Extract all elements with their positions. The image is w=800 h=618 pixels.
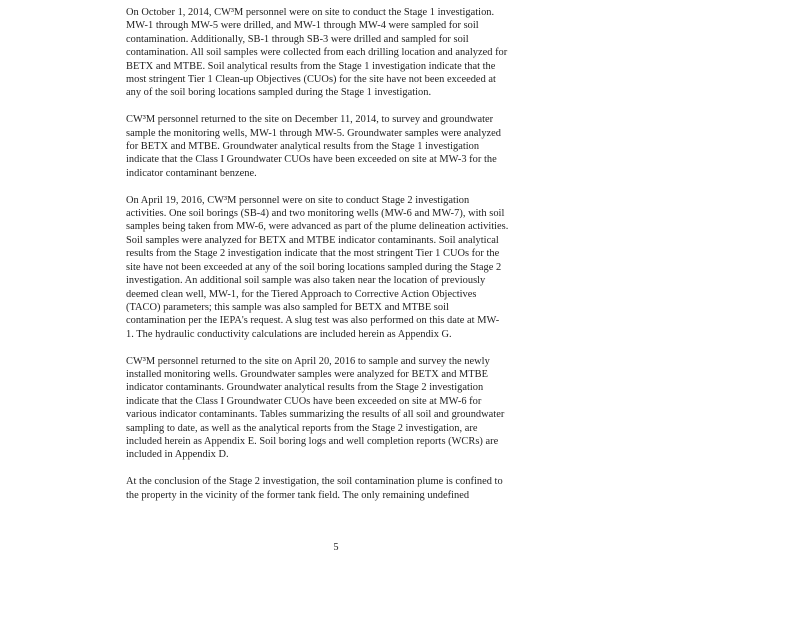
text-line: 1. The hydraulic conductivity calculations are included herein as Appendix G. <box>126 328 452 340</box>
text-line: On April 19, 2016, CW³M personnel were on site to conduct Stage 2 investigation <box>126 194 470 206</box>
text-line: On October 1, 2014, CW³M personnel were on site to conduct the Stage 1 investigation. <box>126 7 495 18</box>
text-line: contamination. Additionally, SB-1 through SB-3 were drilled and sampled for soil <box>126 33 469 45</box>
text-line: At the conclusion of the Stage 2 investigation, the soil contamination plume is confined to <box>126 476 503 488</box>
text-line: site have not been exceeded at any of the soil boring locations sampled during the Stage 2 <box>126 261 502 273</box>
text-line: included in Appendix D. <box>126 449 229 461</box>
text-line: CW³M personnel returned to the site on April 20, 2016 to sample and survey the newly <box>126 355 490 367</box>
paragraph-stage2-groundwater <box>126 355 546 462</box>
text-line: contamination per the IEPA's request. A slug test was also performed on this date at MW- <box>126 315 500 327</box>
text-line: any of the soil boring locations sampled during the Stage 1 investigation. <box>126 87 432 99</box>
text-line: activities. One soil borings (SB-4) and two monitoring wells (MW-6 and MW-7), with soil <box>126 208 505 220</box>
text-line: sampling to date, as well as the analytical reports from the Stage 2 investigation, are <box>126 422 478 434</box>
paragraph-conclusion <box>126 475 546 502</box>
paragraph-stage2-soil <box>126 194 546 341</box>
text-line: installed monitoring wells. Groundwater samples were analyzed for BETX and MTBE <box>126 368 488 380</box>
paragraph-stage1-soil <box>126 6 546 100</box>
text-line: samples being taken from MW-6, were advanced as part of the plume delineation activities. <box>126 221 509 233</box>
text-line: for BETX and MTBE. Groundwater analytical results from the Stage 1 investigation <box>126 141 480 153</box>
text-line: investigation. An additional soil sample was also taken near the location of previously <box>126 275 486 287</box>
text-line: indicator contaminant benzene. <box>126 167 257 179</box>
text-line: indicator contaminants. Groundwater analytical results from the Stage 2 investigation <box>126 382 484 394</box>
text-line: contamination. All soil samples were collected from each drilling location and analyzed for <box>126 47 508 59</box>
text-line: the property in the vicinity of the former tank field. The only remaining undefined <box>126 489 470 501</box>
text-line: deemed clean well, MW-1, for the Tiered Approach to Corrective Action Objectives <box>126 288 477 300</box>
text-line: MW-1 through MW-5 were drilled, and MW-1 through MW-4 were sampled for soil <box>126 20 479 32</box>
text-line: various indicator contaminants. Tables summarizing the results of all soil and groundwater <box>126 409 505 421</box>
text-line: sample the monitoring wells, MW-1 through MW-5. Groundwater samples were analyzed <box>126 127 502 139</box>
text-line: BETX and MTBE. Soil analytical results from the Stage 1 investigation indicate that the <box>126 60 496 72</box>
text-line: (TACO) parameters; this sample was also sampled for BETX and MTBE soil <box>126 301 449 313</box>
text-line: most stringent Tier 1 Clean-up Objectives (CUOs) for the site have not been exceeded at <box>126 74 496 86</box>
page-number: 5 <box>333 542 339 553</box>
text-line: Soil samples were analyzed for BETX and MTBE indicator contaminants. Soil analytical <box>126 234 499 246</box>
paragraph-stage1-groundwater <box>126 113 546 180</box>
body-text <box>126 6 546 515</box>
text-line: results from the Stage 2 investigation indicate that the most stringent Tier 1 CUOs for the <box>126 248 500 260</box>
text-line: included herein as Appendix E. Soil boring logs and well completion reports (WCRs) are <box>126 435 499 447</box>
text-line: indicate that the Class I Groundwater CUOs have been exceeded on site at MW-6 for <box>126 395 482 407</box>
text-line: indicate that the Class I Groundwater CUOs have been exceeded on site at MW-3 for the <box>126 154 497 166</box>
text-line: CW³M personnel returned to the site on December 11, 2014, to survey and groundwater <box>126 114 494 126</box>
